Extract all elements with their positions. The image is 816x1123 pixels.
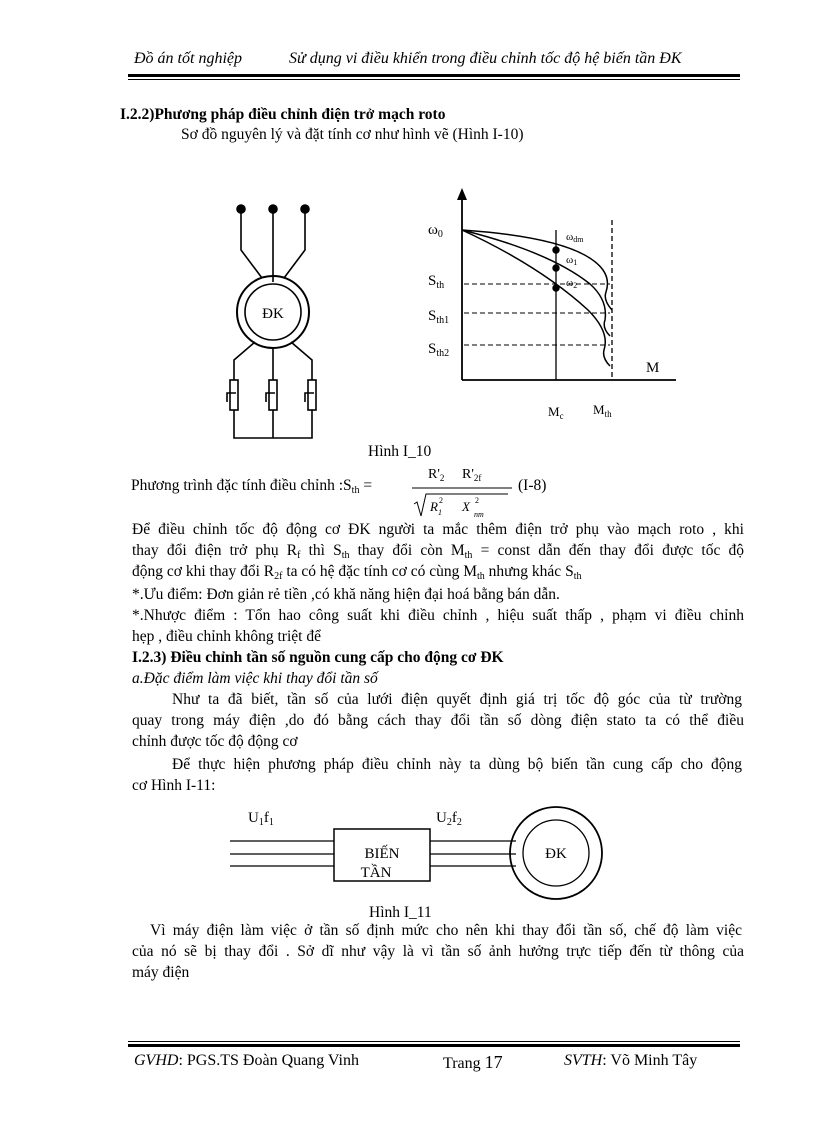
u2-label: U	[436, 810, 447, 826]
section-heading: I.2.2)Phương pháp điều chỉnh điện trở mạch roto	[120, 106, 446, 123]
footer-svth: SVTH: Võ Minh Tây	[564, 1052, 698, 1069]
figure-i11	[220, 800, 620, 905]
svg-text:R'2f: $R'_{2f}$	[462, 467, 482, 483]
footer-rule-thin	[128, 1041, 740, 1042]
section2-p1-line1: Như ta đã biết, tần số của lưới điện quyết định giá trị tốc độ góc của từ trường	[172, 691, 742, 708]
svg-text:R'2: $R'_2$	[428, 467, 445, 483]
footer-gvhd: GVHD: PGS.TS Đoàn Quang Vinh	[134, 1052, 359, 1069]
svg-text:ω1: ω1	[566, 254, 578, 267]
omega2-label: ω	[566, 277, 574, 289]
section2-heading: I.2.3) Điều chỉnh tần số nguồn cung cấp cho động cơ ĐK	[132, 649, 504, 666]
mc-label: M	[548, 404, 560, 419]
svg-text:Sth2: $S_{th2}$	[428, 341, 450, 359]
advantages: *.Ưu điểm: Đơn giản rẻ tiền ,có khă năng hiện đại hoá bằng bán dẫn.	[132, 586, 560, 603]
svg-text:ωdm: ωdm	[566, 231, 584, 244]
svg-text:ω2: ω2	[566, 277, 578, 290]
eq-den-x: X	[462, 499, 470, 514]
svg-text:2: 2	[439, 496, 443, 505]
section2-p1-line2: quay trong máy điện ,do đó bằng cách thay đổi tần số dòng điện stato ta có thể điều	[132, 712, 744, 729]
svg-text:Sth: $S_{th}$	[428, 273, 445, 291]
equation-number: (I-8)	[518, 477, 547, 494]
para3-line3: máy điện	[132, 964, 190, 981]
omega-dm-label: ω	[566, 231, 574, 243]
page-number: 17	[484, 1052, 503, 1072]
para3-line2: của nó sẽ bị thay đổi . Sở dĩ như vậy là vì tần số ảnh hưởng trực tiếp đến từ thông của	[132, 943, 744, 960]
para1-line2: thay đổi điện trở phụ $R_f$ thì $S_{th}$ thay đổi còn $M_{th}$ = const dẫn đến thay đổi được tốc độ	[132, 542, 745, 561]
para3-line1: Vì máy điện làm việc ở tần số định mức cho nên khi thay đổi tần số, chế độ làm việc	[150, 922, 742, 939]
disadvantages-line1: *.Nhược điểm : Tổn hao công suất khi điều chỉnh , hiệu suất thấp , phạm vi điều chỉnh	[132, 607, 744, 624]
inverter-label-line2: TẦN	[360, 865, 392, 881]
svg-text:2: 2	[475, 496, 479, 505]
disadvantages-line2: hẹp , điều chỉnh không triệt để	[132, 628, 321, 645]
svg-text:Xnm: $X_{nm}$	[462, 499, 484, 519]
header-rule	[128, 74, 740, 77]
svg-text:R1: $R_1$	[430, 499, 442, 517]
figure-i10-caption: Hình I_10	[368, 443, 432, 460]
section2-subheading: a.Đặc điểm làm việc khi thay đổi tần số	[132, 670, 378, 687]
omega1-label: ω	[566, 254, 574, 266]
motor-label: ĐK	[262, 306, 284, 322]
footer-page: Trang 17	[443, 1052, 503, 1072]
u1-label: U	[248, 810, 259, 826]
section-intro: Sơ đồ nguyên lý và đặt tính cơ như hình vẽ (Hình I-10)	[181, 126, 524, 143]
m-axis-label: M	[646, 360, 660, 376]
section2-p2-line2: cơ Hình I-11:	[132, 777, 216, 794]
sth-label: S	[428, 273, 437, 289]
equation-fraction	[408, 460, 518, 522]
svg-text:Mth: $M_{th}$	[593, 402, 612, 419]
sth1-label: S	[428, 308, 437, 324]
header-right: Sử dụng vi điều khiển trong điều chỉnh tốc độ hệ biến tần ĐK	[289, 50, 682, 67]
section2-p1-line3: chỉnh được tốc độ động cơ	[132, 733, 298, 750]
eq-num-r2: R'	[428, 467, 440, 482]
section2-p2-line1: Để thực hiện phương pháp điều chỉnh này ta dùng bộ biến tần cung cấp cho động	[172, 756, 742, 773]
svg-text:Mc: $M_c$	[548, 404, 564, 421]
para1-line3: động cơ khi thay đổi $R_{2f}$ ta có hệ đặc tính cơ có cùng $M_{th}$ nhưng khác $S_{th}$	[132, 563, 582, 582]
svg-text:U1f1: $U_1f_1$	[248, 810, 274, 828]
header-left: Đồ án tốt nghiệp	[134, 50, 242, 67]
svg-text:U2f2: $U_2f_2$	[436, 810, 462, 828]
figure-i11-caption: Hình I_11	[369, 904, 432, 921]
sth2-label: S	[428, 341, 437, 357]
eq-den-r1: R	[430, 499, 438, 514]
header-rule-thin	[128, 79, 740, 80]
para1-line1: Để điều chỉnh tốc độ động cơ ĐK người ta mắc thêm điện trở phụ vào mạch roto , khi	[132, 521, 744, 538]
inverter-label-line1: BIẾN	[364, 846, 400, 862]
motor2-label: ĐK	[545, 846, 567, 862]
mth-label: M	[593, 402, 605, 417]
equation-prefix: Phương trình đặc tính điều chỉnh $:S_{th}$ =	[131, 477, 373, 496]
svg-text:ω0: $\omega_0$	[428, 222, 443, 240]
eq-num-r2f: R'	[462, 467, 474, 482]
footer-rule	[128, 1044, 740, 1047]
omega0-label: ω	[428, 222, 438, 238]
figure-i10	[200, 180, 680, 450]
svg-text:Sth1: $S_{th1}$	[428, 308, 450, 326]
